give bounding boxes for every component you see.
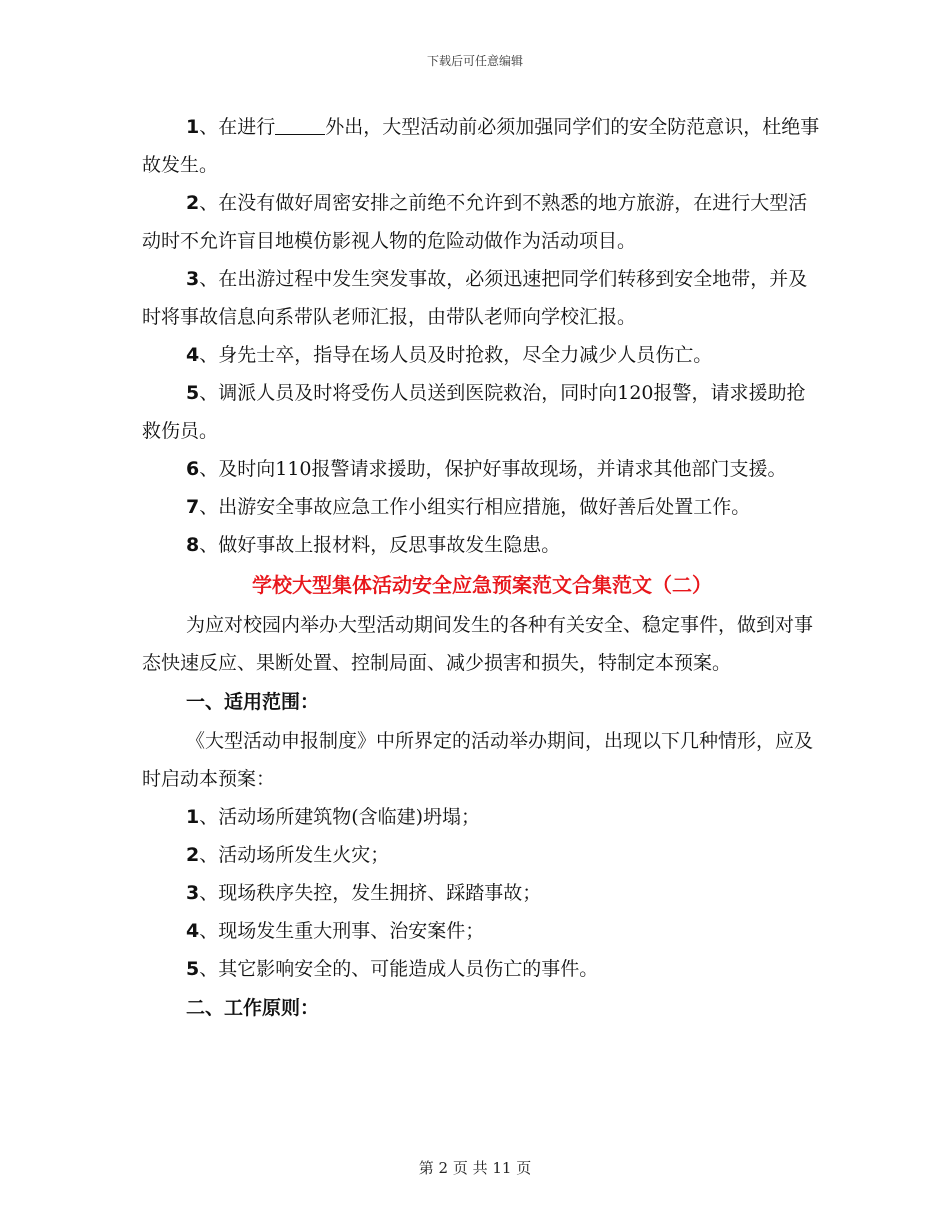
item-number: 4 (186, 920, 200, 942)
list-item (142, 336, 822, 374)
item-number: 3 (186, 268, 200, 290)
list-item (142, 526, 822, 564)
list-item (142, 488, 822, 526)
item-number: 4 (186, 344, 200, 366)
heading-scope: 一、适用范围： (186, 691, 320, 713)
item-text: 、及时向110报警请求援助，保护好事故现场，并请求其他部门支援。 (199, 458, 787, 480)
item-text: 、身先士卒，指导在场人员及时抢救，尽全力减少人员伤亡。 (199, 344, 713, 366)
item-text: 、调派人员及时将受伤人员送到医院救治，同时向120报警，请求援助抢救伤员。 (142, 382, 806, 442)
list-item (142, 874, 822, 912)
item-text: 、在进行 (199, 116, 276, 138)
list-item (142, 374, 822, 450)
item-text: 外出，大型活动前必须加强同学们的安全防范意识，杜绝事故发生。 (142, 116, 820, 176)
item-number: 1 (186, 116, 200, 138)
list-item (142, 950, 822, 988)
item-number: 5 (186, 958, 200, 980)
list-item (142, 108, 822, 184)
item-text: 、在没有做好周密安排之前绝不允许到不熟悉的地方旅游，在进行大型活动时不允许盲目地模仿影视人物的危险动做作为活动项目。 (142, 192, 808, 252)
item-text: 、现场秩序失控，发生拥挤、踩踏事故； (199, 882, 542, 904)
item-number: 2 (186, 192, 200, 214)
item-text: 、其它影响安全的、可能造成人员伤亡的事件。 (199, 958, 599, 980)
item-number: 5 (186, 382, 200, 404)
item-text: 、活动场所发生火灾； (199, 844, 390, 866)
list-item (142, 798, 822, 836)
list-item (142, 912, 822, 950)
page-header: 下载后可任意编辑 (426, 54, 523, 68)
section-title: 学校大型集体活动安全应急预案范文合集范文（二） (252, 573, 712, 597)
item-number: 3 (186, 882, 200, 904)
scope-intro: 《大型活动申报制度》中所界定的活动举办期间，出现以下几种情形，应及时启动本预案： (142, 730, 814, 790)
item-text: 、活动场所建筑物(含临建)坍塌； (199, 806, 481, 828)
intro-paragraph: 为应对校园内举办大型活动期间发生的各种有关安全、稳定事件，做到对事态快速反应、果断处置、控制局面、减少损害和损失，特制定本预案。 (142, 614, 814, 674)
item-number: 1 (186, 806, 200, 828)
list-item (142, 260, 822, 336)
item-number: 7 (186, 496, 200, 518)
item-text: 、做好事故上报材料，反思事故发生隐患。 (199, 534, 561, 556)
item-text: 、出游安全事故应急工作小组实行相应措施，做好善后处置工作。 (199, 496, 751, 518)
blank-line (275, 114, 325, 135)
heading-principles: 二、工作原则： (186, 997, 320, 1019)
item-text: 、在出游过程中发生突发事故，必须迅速把同学们转移到安全地带，并及时将事故信息向系带队老师汇报，由带队老师向学校汇报。 (142, 268, 808, 328)
item-number: 2 (186, 844, 200, 866)
list-item (142, 836, 822, 874)
item-number: 8 (186, 534, 200, 556)
item-number: 6 (186, 458, 200, 480)
list-item (142, 184, 822, 260)
item-text: 、现场发生重大刑事、治安案件； (199, 920, 485, 942)
list-item (142, 450, 822, 488)
document-body (142, 108, 822, 1028)
page-footer: 第 2 页 共 11 页 (418, 1159, 532, 1177)
